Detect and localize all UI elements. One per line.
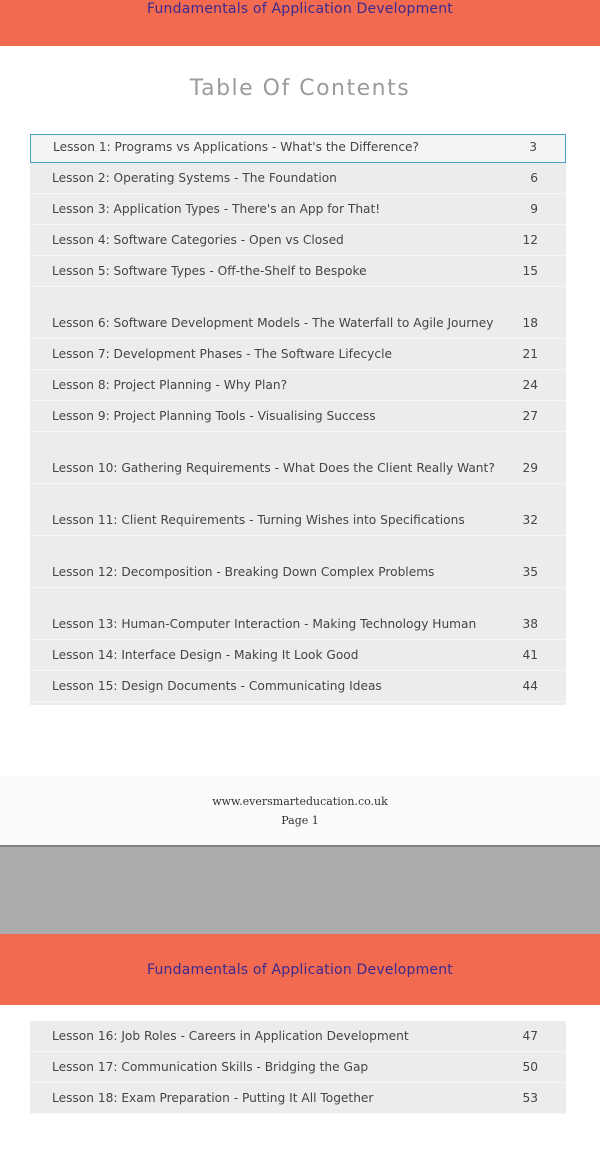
toc-entry-lesson-17[interactable] [30,1052,566,1083]
toc-entry-page: 50 [522,1060,538,1074]
toc-entry-lesson-13[interactable] [30,588,566,640]
toc-entry-label: Lesson 16: Job Roles - Careers in Application Development [52,1029,409,1043]
toc-entry-page: 9 [530,202,538,216]
toc-entry-lesson-8[interactable] [30,370,566,401]
toc-entry-page: 18 [522,316,538,330]
toc-entry-label: Lesson 4: Software Categories - Open vs Closed [52,233,344,247]
toc-heading: Table Of Contents [189,76,411,101]
toc-entry-lesson-4[interactable] [30,225,566,256]
toc-entry-lesson-10[interactable] [30,432,566,484]
toc-entry-label: Lesson 7: Development Phases - The Software Lifecycle [52,347,392,361]
toc-entry-label: Lesson 6: Software Development Models - The Waterfall to Agile Journey [52,316,494,330]
footer-page-number: Page 1 [281,814,319,827]
toc-entry-label: Lesson 2: Operating Systems - The Foundation [52,171,337,185]
toc-entry-lesson-12[interactable] [30,536,566,588]
toc-entry-lesson-16[interactable] [30,1021,566,1052]
toc-entry-page: 53 [522,1091,538,1105]
footer-website: www.eversmarteducation.co.uk [212,795,388,808]
toc-entry-lesson-3[interactable] [30,194,566,225]
toc-entry-page: 35 [522,565,538,579]
document-title: Fundamentals of Application Development [147,1,453,17]
toc-entry-label: Lesson 17: Communication Skills - Bridging the Gap [52,1060,369,1074]
toc-entry-label: Lesson 9: Project Planning Tools - Visualising Success [52,409,376,423]
toc-entry-lesson-9[interactable] [30,401,566,432]
toc-entry-label: Lesson 13: Human-Computer Interaction - Making Technology Human [52,617,477,631]
page-gap [0,847,600,934]
toc-table [30,134,566,705]
toc-entry-page: 38 [522,617,538,631]
toc-entry-label: Lesson 3: Application Types - There's an App for That! [52,202,381,216]
toc-entry-page: 32 [522,513,538,527]
toc-entry-page: 24 [522,378,538,392]
toc-entry-label: Lesson 18: Exam Preparation - Putting It All Together [52,1091,374,1105]
toc-entry-lesson-18[interactable] [30,1083,566,1114]
toc-entry-page: 12 [522,233,538,247]
toc-entry-lesson-5[interactable] [30,256,566,287]
toc-entry-lesson-1[interactable] [30,134,566,163]
toc-entry-label: Lesson 10: Gathering Requirements - What Does the Client Really Want? [52,461,495,475]
toc-entry-page: 21 [522,347,538,361]
page-header [0,0,600,46]
toc-entry-label: Lesson 11: Client Requirements - Turning Wishes into Specifications [52,513,465,527]
toc-entry-label: Lesson 5: Software Types - Off-the-Shelf to Bespoke [52,264,367,278]
toc-entry-label: Lesson 1: Programs vs Applications - What's the Difference? [53,140,420,154]
toc-entry-label: Lesson 8: Project Planning - Why Plan? [52,378,288,392]
page-header [0,934,600,1005]
toc-entry-label: Lesson 12: Decomposition - Breaking Down Complex Problems [52,565,435,579]
toc-entry-label: Lesson 14: Interface Design - Making It Look Good [52,648,359,662]
toc-entry-page: 6 [530,171,538,185]
toc-entry-lesson-11[interactable] [30,484,566,536]
toc-entry-lesson-7[interactable] [30,339,566,370]
toc-entry-page: 41 [522,648,538,662]
toc-entry-page: 44 [522,679,538,693]
toc-table [30,1021,566,1114]
toc-entry-page: 27 [522,409,538,423]
toc-entry-page: 47 [522,1029,538,1043]
toc-entry-page: 3 [529,140,537,154]
toc-entry-label: Lesson 15: Design Documents - Communicating Ideas [52,679,382,693]
toc-entry-lesson-6[interactable] [30,287,566,339]
page-footer [0,776,600,846]
toc-entry-lesson-15[interactable] [30,671,566,702]
toc-entry-lesson-2[interactable] [30,163,566,194]
toc-entry-page: 29 [522,461,538,475]
toc-entry-page: 15 [522,264,538,278]
toc-entry-lesson-14[interactable] [30,640,566,671]
document-title: Fundamentals of Application Development [147,961,453,978]
